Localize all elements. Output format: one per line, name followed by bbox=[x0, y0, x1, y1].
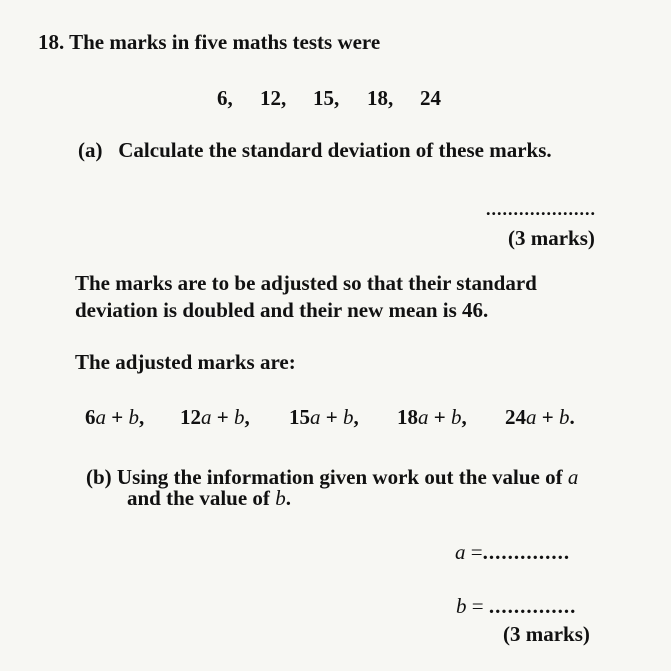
answer-a: a =.............. bbox=[455, 540, 571, 564]
adjust-line-1: The marks are to be adjusted so that their standard bbox=[75, 271, 537, 295]
part-b-marks: (3 marks) bbox=[503, 622, 590, 646]
part-a-label: (a) bbox=[78, 138, 103, 162]
mark-value: 24 bbox=[420, 86, 441, 110]
part-a-question bbox=[78, 138, 552, 163]
mark-value: 15, bbox=[313, 86, 340, 110]
mark-value: 18, bbox=[367, 86, 394, 110]
variable-a: a bbox=[567, 465, 579, 489]
adjusted-mark: 6a + b, bbox=[85, 405, 145, 429]
adjusted-mark: 15a + b, bbox=[289, 405, 359, 429]
adjusted-mark: 12a + b, bbox=[180, 405, 250, 429]
part-a-answer-line: .................... bbox=[486, 199, 596, 219]
mark-value: 12, bbox=[260, 86, 287, 110]
adjusted-mark: 18a + b, bbox=[397, 405, 467, 429]
answer-b: b = .............. bbox=[456, 594, 577, 618]
adjusted-mark: 24a + b. bbox=[505, 405, 575, 429]
question-number: 18. bbox=[38, 30, 65, 54]
part-b-question-line-1: (b) Using the information given work out the value of a bbox=[86, 465, 579, 489]
adjusted-marks-heading: The adjusted marks are: bbox=[75, 350, 296, 374]
part-a-text: Calculate the standard deviation of these marks. bbox=[118, 138, 552, 162]
question-intro: The marks in five maths tests were bbox=[69, 30, 381, 54]
variable-b: b bbox=[275, 486, 286, 510]
answer-a-line: .............. bbox=[482, 540, 571, 564]
part-b-question-line-2: and the value of b. bbox=[127, 486, 291, 510]
adjust-line-2: deviation is doubled and their new mean is 46. bbox=[75, 298, 489, 322]
answer-b-line: .............. bbox=[488, 594, 577, 618]
mark-value: 6, bbox=[217, 86, 233, 110]
part-a-marks: (3 marks) bbox=[508, 226, 595, 250]
question-header bbox=[38, 30, 380, 55]
part-b-label: (b) bbox=[86, 465, 112, 489]
